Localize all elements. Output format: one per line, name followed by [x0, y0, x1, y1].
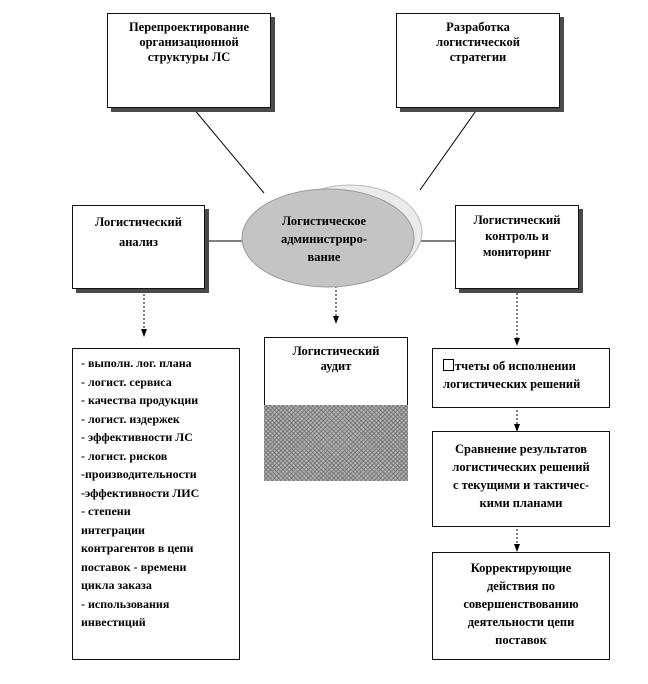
- list-item: -эффективности ЛИС: [81, 485, 200, 500]
- redesign-box: [107, 13, 271, 108]
- list-item: -производительности: [81, 467, 197, 481]
- audit-label: Логистический аудит: [292, 344, 380, 373]
- comparison-label: Сравнение результатов логистических решений с текущими и тактичес- кими планами: [452, 442, 590, 510]
- analysis-list: [73, 349, 239, 632]
- list-item: - использования инвестиций: [81, 596, 170, 629]
- reports-box: [432, 348, 610, 408]
- strategy-box: [396, 13, 560, 108]
- list-item: - логист. сервиса: [81, 374, 172, 389]
- audit-box: [264, 337, 408, 406]
- reports-content: [433, 349, 609, 393]
- strategy-label: Разработка логистической стратегии: [436, 20, 520, 64]
- analysis-box: [72, 205, 205, 289]
- admin-label: Логистическое администриро- вание: [280, 214, 368, 264]
- list-item: - качества продукции: [81, 393, 199, 407]
- list-item: - эффективности ЛС: [81, 430, 193, 444]
- corrective-label: Корректирующие действия по совершенствованию деятельности цепи поставок: [463, 561, 579, 647]
- control-box: [455, 205, 579, 289]
- comparison-box: [432, 431, 610, 527]
- reports-label: тчеты об исполнении логистических решений: [443, 359, 581, 391]
- audit-hatch: [264, 405, 408, 481]
- corrective-box: [432, 552, 610, 660]
- analysis-list-box: [72, 348, 240, 660]
- analysis-label: Логистический анализ: [95, 215, 182, 249]
- list-item: - логист. рисков: [81, 448, 168, 463]
- connector-redesign-admin: [193, 108, 264, 193]
- control-label: Логистический контроль и мониторинг: [473, 213, 561, 259]
- checkbox-icon: [443, 359, 454, 371]
- redesign-label: Перепроектирование организационной структуры ЛС: [128, 20, 250, 64]
- list-item: - степени интеграции контрагентов в цепи поставок - времени цикла заказа: [81, 504, 194, 592]
- list-item: - логист. издержек: [81, 411, 180, 426]
- connector-strategy-admin: [420, 108, 478, 190]
- list-item: - выполн. лог. плана: [81, 356, 192, 370]
